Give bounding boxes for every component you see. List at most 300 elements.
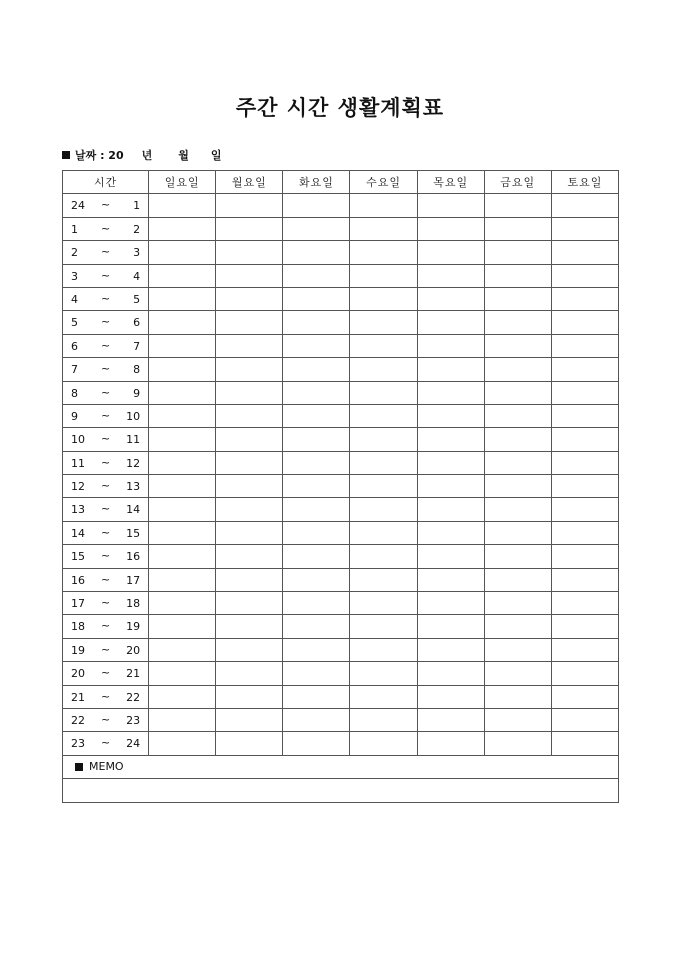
time-start: 9 — [71, 409, 78, 423]
schedule-cell[interactable] — [283, 592, 350, 615]
time-cell — [63, 194, 149, 217]
schedule-cell[interactable] — [350, 381, 417, 404]
schedule-cell[interactable] — [551, 592, 618, 615]
time-tilde: ~ — [101, 408, 111, 422]
memo-header-row — [63, 755, 619, 778]
time-cell — [63, 615, 149, 638]
schedule-cell[interactable] — [484, 334, 551, 357]
schedule-cell[interactable] — [551, 615, 618, 638]
schedule-cell[interactable] — [350, 662, 417, 685]
table-row — [63, 381, 619, 404]
schedule-cell[interactable] — [417, 498, 484, 521]
time-cell — [63, 521, 149, 544]
square-bullet-icon — [75, 763, 83, 771]
schedule-cell[interactable] — [484, 592, 551, 615]
schedule-cell[interactable] — [216, 708, 283, 731]
schedule-cell[interactable] — [551, 521, 618, 544]
time-start: 24 — [71, 199, 85, 213]
schedule-cell[interactable] — [350, 334, 417, 357]
time-start: 12 — [71, 480, 85, 494]
memo-body-row — [63, 779, 619, 802]
schedule-cell[interactable] — [417, 685, 484, 708]
table-row — [63, 334, 619, 357]
schedule-cell[interactable] — [216, 264, 283, 287]
table-row — [63, 358, 619, 381]
schedule-cell[interactable] — [216, 521, 283, 544]
day-header: 월요일 — [216, 171, 283, 194]
time-cell — [63, 498, 149, 521]
schedule-cell[interactable] — [283, 358, 350, 381]
time-end: 17 — [126, 573, 141, 587]
schedule-cell[interactable] — [417, 568, 484, 591]
schedule-cell[interactable] — [484, 264, 551, 287]
schedule-cell[interactable] — [283, 217, 350, 240]
time-end: 15 — [126, 526, 141, 540]
schedule-cell[interactable] — [216, 662, 283, 685]
schedule-cell[interactable] — [283, 545, 350, 568]
table-row — [63, 568, 619, 591]
square-bullet-icon — [62, 151, 70, 159]
time-start: 22 — [71, 713, 85, 727]
table-row — [63, 311, 619, 334]
time-start: 10 — [71, 433, 85, 447]
schedule-cell[interactable] — [216, 545, 283, 568]
time-start: 3 — [71, 269, 78, 283]
schedule-cell[interactable] — [551, 287, 618, 310]
schedule-cell[interactable] — [417, 217, 484, 240]
time-tilde: ~ — [101, 455, 111, 469]
time-cell — [63, 592, 149, 615]
time-tilde: ~ — [101, 596, 111, 610]
time-end: 23 — [126, 713, 141, 727]
schedule-cell[interactable] — [149, 545, 216, 568]
memo-area[interactable] — [63, 779, 619, 802]
table-row — [63, 194, 619, 217]
time-cell — [63, 708, 149, 731]
time-tilde: ~ — [101, 479, 111, 493]
schedule-cell[interactable] — [417, 287, 484, 310]
day-header: 수요일 — [350, 171, 417, 194]
time-start: 8 — [71, 386, 78, 400]
schedule-cell[interactable] — [551, 404, 618, 427]
table-row — [63, 498, 619, 521]
time-start: 1 — [71, 222, 78, 236]
schedule-cell[interactable] — [149, 404, 216, 427]
schedule-cell[interactable] — [417, 592, 484, 615]
schedule-cell[interactable] — [484, 708, 551, 731]
schedule-cell[interactable] — [551, 475, 618, 498]
schedule-cell[interactable] — [350, 358, 417, 381]
schedule-cell[interactable] — [350, 404, 417, 427]
schedule-cell[interactable] — [149, 451, 216, 474]
time-tilde: ~ — [101, 572, 111, 586]
time-tilde: ~ — [101, 338, 111, 352]
time-tilde: ~ — [101, 712, 111, 726]
schedule-cell[interactable] — [551, 638, 618, 661]
schedule-cell[interactable] — [350, 521, 417, 544]
schedule-cell[interactable] — [417, 708, 484, 731]
time-end: 22 — [126, 690, 141, 704]
schedule-cell[interactable] — [551, 685, 618, 708]
day-header: 화요일 — [283, 171, 350, 194]
schedule-cell[interactable] — [149, 498, 216, 521]
schedule-cell[interactable] — [484, 358, 551, 381]
schedule-cell[interactable] — [149, 217, 216, 240]
schedule-cell[interactable] — [350, 264, 417, 287]
time-start: 6 — [71, 339, 78, 353]
time-end: 12 — [126, 456, 141, 470]
schedule-cell[interactable] — [216, 475, 283, 498]
schedule-cell[interactable] — [149, 428, 216, 451]
time-end: 6 — [133, 316, 141, 330]
time-cell — [63, 568, 149, 591]
schedule-cell[interactable] — [149, 264, 216, 287]
schedule-cell[interactable] — [216, 568, 283, 591]
schedule-cell[interactable] — [417, 428, 484, 451]
time-tilde: ~ — [101, 198, 111, 212]
schedule-cell[interactable] — [216, 241, 283, 264]
page-title: 주간 시간 생활계획표 — [235, 96, 445, 120]
time-tilde: ~ — [101, 432, 111, 446]
schedule-cell[interactable] — [350, 615, 417, 638]
schedule-cell[interactable] — [283, 404, 350, 427]
time-start: 4 — [71, 292, 78, 306]
schedule-cell[interactable] — [350, 708, 417, 731]
time-cell — [63, 451, 149, 474]
time-tilde: ~ — [101, 291, 111, 305]
schedule-cell[interactable] — [216, 217, 283, 240]
table-row — [63, 732, 619, 755]
schedule-cell[interactable] — [551, 568, 618, 591]
schedule-cell[interactable] — [551, 451, 618, 474]
table-row — [63, 638, 619, 661]
schedule-cell[interactable] — [149, 358, 216, 381]
schedule-cell[interactable] — [149, 521, 216, 544]
schedule-cell[interactable] — [216, 311, 283, 334]
schedule-cell[interactable] — [417, 662, 484, 685]
schedule-cell[interactable] — [283, 451, 350, 474]
time-cell — [63, 685, 149, 708]
schedule-cell[interactable] — [216, 685, 283, 708]
schedule-cell[interactable] — [551, 708, 618, 731]
schedule-cell[interactable] — [551, 662, 618, 685]
table-row — [63, 592, 619, 615]
schedule-cell[interactable] — [350, 194, 417, 217]
time-start: 5 — [71, 316, 78, 330]
schedule-cell[interactable] — [149, 475, 216, 498]
schedule-cell[interactable] — [551, 498, 618, 521]
schedule-cell[interactable] — [417, 615, 484, 638]
day-header: 토요일 — [551, 171, 618, 194]
schedule-cell[interactable] — [216, 498, 283, 521]
schedule-cell[interactable] — [283, 475, 350, 498]
schedule-cell[interactable] — [216, 334, 283, 357]
schedule-cell[interactable] — [149, 334, 216, 357]
schedule-cell[interactable] — [283, 638, 350, 661]
time-tilde: ~ — [101, 689, 111, 703]
schedule-cell[interactable] — [149, 287, 216, 310]
schedule-cell[interactable] — [216, 404, 283, 427]
table-row — [63, 615, 619, 638]
time-tilde: ~ — [101, 525, 111, 539]
schedule-cell[interactable] — [484, 475, 551, 498]
time-end: 2 — [133, 222, 141, 236]
time-end: 9 — [133, 386, 141, 400]
table-row — [63, 475, 619, 498]
schedule-cell[interactable] — [149, 194, 216, 217]
time-start: 16 — [71, 573, 85, 587]
schedule-cell[interactable] — [149, 708, 216, 731]
time-cell — [63, 638, 149, 661]
time-end: 21 — [126, 667, 141, 681]
time-header: 시간 — [63, 171, 149, 194]
time-end: 11 — [126, 433, 141, 447]
schedule-cell[interactable] — [484, 404, 551, 427]
schedule-cell[interactable] — [149, 638, 216, 661]
date-label: 날짜 : 20 — [75, 149, 124, 162]
schedule-cell[interactable] — [551, 311, 618, 334]
time-end: 24 — [126, 737, 141, 751]
schedule-cell[interactable] — [216, 732, 283, 755]
time-end: 18 — [126, 597, 141, 611]
time-tilde: ~ — [101, 619, 111, 633]
schedule-cell[interactable] — [149, 592, 216, 615]
time-end: 1 — [133, 199, 141, 213]
schedule-cell[interactable] — [551, 358, 618, 381]
schedule-cell[interactable] — [350, 241, 417, 264]
month-unit: 월 — [178, 149, 189, 162]
schedule-cell[interactable] — [283, 287, 350, 310]
memo-header — [63, 755, 619, 778]
schedule-cell[interactable] — [283, 521, 350, 544]
schedule-cell[interactable] — [216, 287, 283, 310]
schedule-cell[interactable] — [417, 311, 484, 334]
schedule-cell[interactable] — [350, 545, 417, 568]
time-cell — [63, 475, 149, 498]
schedule-cell[interactable] — [283, 662, 350, 685]
table-row — [63, 287, 619, 310]
time-end: 8 — [133, 363, 141, 377]
schedule-cell[interactable] — [149, 732, 216, 755]
schedule-cell[interactable] — [216, 194, 283, 217]
table-row — [63, 451, 619, 474]
schedule-cell[interactable] — [551, 381, 618, 404]
schedule-cell[interactable] — [484, 217, 551, 240]
schedule-cell[interactable] — [283, 194, 350, 217]
time-cell — [63, 287, 149, 310]
schedule-cell[interactable] — [417, 358, 484, 381]
schedule-cell[interactable] — [417, 545, 484, 568]
table-row — [63, 545, 619, 568]
time-start: 11 — [71, 456, 85, 470]
schedule-cell[interactable] — [216, 428, 283, 451]
schedule-cell[interactable] — [417, 638, 484, 661]
day-header: 금요일 — [484, 171, 551, 194]
schedule-table — [62, 170, 619, 803]
time-tilde: ~ — [101, 502, 111, 516]
time-cell — [63, 662, 149, 685]
time-tilde: ~ — [101, 245, 111, 259]
time-tilde: ~ — [101, 549, 111, 563]
schedule-cell[interactable] — [484, 381, 551, 404]
schedule-cell[interactable] — [417, 381, 484, 404]
schedule-cell[interactable] — [417, 475, 484, 498]
table-row — [63, 521, 619, 544]
time-tilde: ~ — [101, 385, 111, 399]
schedule-cell[interactable] — [350, 475, 417, 498]
schedule-cell[interactable] — [149, 685, 216, 708]
day-header: 목요일 — [417, 171, 484, 194]
time-start: 21 — [71, 690, 85, 704]
schedule-cell[interactable] — [484, 732, 551, 755]
table-row — [63, 708, 619, 731]
schedule-cell[interactable] — [484, 194, 551, 217]
time-tilde: ~ — [101, 315, 111, 329]
schedule-cell[interactable] — [484, 545, 551, 568]
time-cell — [63, 732, 149, 755]
schedule-cell[interactable] — [350, 451, 417, 474]
schedule-cell[interactable] — [484, 287, 551, 310]
time-start: 19 — [71, 643, 85, 657]
schedule-cell[interactable] — [484, 615, 551, 638]
table-row — [63, 428, 619, 451]
schedule-cell[interactable] — [283, 615, 350, 638]
table-row — [63, 217, 619, 240]
time-end: 3 — [133, 246, 141, 260]
time-tilde: ~ — [101, 642, 111, 656]
schedule-cell[interactable] — [484, 241, 551, 264]
time-end: 20 — [126, 643, 141, 657]
schedule-cell[interactable] — [417, 194, 484, 217]
time-end: 19 — [126, 620, 141, 634]
schedule-cell[interactable] — [551, 241, 618, 264]
table-row — [63, 662, 619, 685]
schedule-cell[interactable] — [149, 615, 216, 638]
time-cell — [63, 428, 149, 451]
schedule-cell[interactable] — [283, 241, 350, 264]
time-tilde: ~ — [101, 362, 111, 376]
schedule-cell[interactable] — [417, 404, 484, 427]
schedule-cell[interactable] — [283, 334, 350, 357]
schedule-cell[interactable] — [283, 568, 350, 591]
schedule-cell[interactable] — [484, 568, 551, 591]
schedule-cell[interactable] — [350, 498, 417, 521]
time-end: 10 — [126, 409, 141, 423]
schedule-cell[interactable] — [216, 615, 283, 638]
time-cell — [63, 217, 149, 240]
schedule-cell[interactable] — [350, 568, 417, 591]
day-header: 일요일 — [149, 171, 216, 194]
schedule-cell[interactable] — [551, 264, 618, 287]
time-end: 14 — [126, 503, 141, 517]
time-end: 13 — [126, 480, 141, 494]
time-end: 5 — [133, 292, 141, 306]
schedule-cell[interactable] — [484, 311, 551, 334]
time-start: 20 — [71, 667, 85, 681]
time-cell — [63, 334, 149, 357]
schedule-cell[interactable] — [283, 685, 350, 708]
time-tilde: ~ — [101, 268, 111, 282]
schedule-cell[interactable] — [417, 732, 484, 755]
schedule-cell[interactable] — [484, 662, 551, 685]
schedule-cell[interactable] — [283, 311, 350, 334]
table-row — [63, 241, 619, 264]
time-cell — [63, 358, 149, 381]
time-cell — [63, 381, 149, 404]
schedule-cell[interactable] — [216, 592, 283, 615]
schedule-cell[interactable] — [484, 521, 551, 544]
schedule-cell[interactable] — [350, 311, 417, 334]
time-cell — [63, 311, 149, 334]
time-start: 17 — [71, 597, 85, 611]
schedule-cell[interactable] — [551, 732, 618, 755]
schedule-cell[interactable] — [551, 428, 618, 451]
schedule-cell[interactable] — [283, 428, 350, 451]
schedule-cell[interactable] — [283, 732, 350, 755]
time-start: 15 — [71, 550, 85, 564]
schedule-cell[interactable] — [350, 638, 417, 661]
schedule-cell[interactable] — [417, 451, 484, 474]
schedule-cell[interactable] — [484, 638, 551, 661]
schedule-cell[interactable] — [551, 334, 618, 357]
time-cell — [63, 545, 149, 568]
schedule-cell[interactable] — [149, 311, 216, 334]
schedule-cell[interactable] — [551, 194, 618, 217]
memo-label: MEMO — [89, 760, 124, 774]
schedule-cell[interactable] — [350, 592, 417, 615]
schedule-cell[interactable] — [149, 568, 216, 591]
schedule-cell[interactable] — [484, 428, 551, 451]
date-line — [62, 147, 222, 163]
schedule-cell[interactable] — [551, 217, 618, 240]
schedule-cell[interactable] — [484, 685, 551, 708]
time-cell — [63, 264, 149, 287]
schedule-cell[interactable] — [350, 287, 417, 310]
schedule-cell[interactable] — [149, 381, 216, 404]
schedule-cell[interactable] — [417, 264, 484, 287]
time-start: 7 — [71, 363, 78, 377]
schedule-cell[interactable] — [283, 381, 350, 404]
time-tilde: ~ — [101, 666, 111, 680]
schedule-cell[interactable] — [216, 638, 283, 661]
time-start: 23 — [71, 737, 85, 751]
time-end: 16 — [126, 550, 141, 564]
schedule-cell[interactable] — [484, 498, 551, 521]
schedule-cell[interactable] — [283, 264, 350, 287]
schedule-cell[interactable] — [417, 521, 484, 544]
schedule-cell[interactable] — [350, 428, 417, 451]
schedule-cell[interactable] — [216, 451, 283, 474]
schedule-cell[interactable] — [149, 241, 216, 264]
schedule-cell[interactable] — [350, 217, 417, 240]
table-row — [63, 685, 619, 708]
schedule-cell[interactable] — [350, 685, 417, 708]
schedule-cell[interactable] — [149, 662, 216, 685]
schedule-cell[interactable] — [417, 334, 484, 357]
schedule-cell[interactable] — [551, 545, 618, 568]
schedule-cell[interactable] — [283, 498, 350, 521]
schedule-cell[interactable] — [283, 708, 350, 731]
time-tilde: ~ — [101, 221, 111, 235]
time-tilde: ~ — [101, 736, 111, 750]
schedule-cell[interactable] — [216, 358, 283, 381]
schedule-cell[interactable] — [350, 732, 417, 755]
schedule-cell[interactable] — [216, 381, 283, 404]
schedule-cell[interactable] — [484, 451, 551, 474]
schedule-cell[interactable] — [417, 241, 484, 264]
header-row — [63, 171, 619, 194]
table-row — [63, 404, 619, 427]
